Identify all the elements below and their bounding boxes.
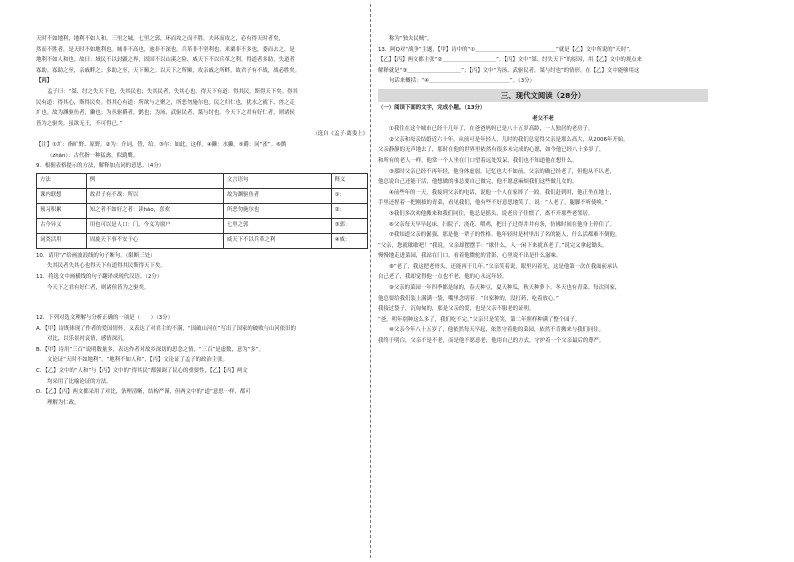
notes <box>36 140 368 161</box>
question-line: 解释就是“③＿＿＿＿＿＿＿＿＿＿”；【丙】文中“为汤、武驱民者，桀与纣也”的情形，在【乙】文中能够用这 <box>378 67 640 74</box>
essay-line: 慢慢地走进菜园，我站在门口，看着他微驼的背影，心里说不出是什么滋味。 <box>378 253 562 260</box>
passage-line: 寡助。寡助之至，亲戚畔之；多助之至，天下顺之。以天下之所顺，攻亲戚之所畔，故君子有不战，战必胜矣。 <box>36 67 301 74</box>
passage-line: 孟子曰：“桀、纣之失天下也，失其民也；失其民者，失其心也。得天下有道：得其民，斯得天下矣。得其 <box>47 88 298 95</box>
table-cell: 文言语句 <box>223 173 331 188</box>
table-header-row <box>37 173 368 188</box>
essay-line: 父亲静静的无声地去了，那时在他的世界里依然有很多未完成的心愿，如今他已经八十多岁了， <box>378 147 605 154</box>
option-line: 对比，以乐景衬哀情，感情深沉。 <box>47 336 128 343</box>
passage-yi <box>36 34 368 76</box>
option-line: 文论证“天时不如地利”，“地利不如人和”，【丙】文论证了孟子的政治主张。 <box>47 357 228 364</box>
essay-line: ⑩父亲今年八十五岁了，他依然每天早起，依然守着他的菜园，依然不肯搬来与我们同住。 <box>389 327 605 334</box>
table-row <box>37 218 368 233</box>
question-10-sentence: 失其民者失其心也得天下有道得其民斯得天下矣。 <box>47 263 166 270</box>
question-11-sentence: 今天下之君有好仁者，则诸侯皆为之驱矣。 <box>47 284 150 291</box>
note-line: 【注】①圹：指旷野、原野。②为：介词，替，给。③尔：如此，这样。④獭：水獭。⑤爵：同“雀”。⑥鹯 <box>36 141 287 148</box>
option-line: B．【甲】诗用“三百”说明数量多，表达作者对故乡深切的思念之情，“三百”是虚数，意为“多”。 <box>36 346 264 353</box>
essay-line: 我接过袋子，沉甸甸的，那是父亲的爱，也是父亲不服老的证明。 <box>378 306 535 313</box>
passage-bing <box>36 87 368 129</box>
option-line: C．【乙】文中的“人和”与【丙】文中的“得其民”都强调了民心的重要性，【乙】【丙】两文 <box>36 368 248 375</box>
right-column <box>378 34 708 347</box>
passage-line: 然而不胜者，是天时不如地利也。城非不高也，池非不深也，兵革非不坚利也，米粟非不多也，委而去之，是 <box>36 46 295 53</box>
method-table <box>36 173 368 249</box>
table-cell: 知之者不如好之者：读hào，喜欢 <box>86 203 223 218</box>
passage-line: 民有道：得其心，斯得民矣。得其心有道：所欲与之聚之，所恶勿施尔也。民之归仁也，犹水之就下、兽之走 <box>36 99 295 106</box>
essay-line: ②父亲和母亲结婚近六十年，从前可是年轻人，儿时的我们总觉得父亲是那么高大，从2006年开始， <box>389 136 629 143</box>
table-cell: ①： <box>331 188 367 203</box>
question-10: 10．请用“/”给画波浪线的句子断句。（限断三处） <box>36 252 156 259</box>
answer-space <box>36 293 368 313</box>
table-cell: 用也可以是人口：门，今义为窗户 <box>86 218 223 233</box>
essay-line: 他总说自己还能干活，他想做的事总要自己做完，他不愿意麻烦我们这些做儿女的。 <box>378 179 578 186</box>
essay-line: ①我住在这个城市已经十几年了，在爸爸妈妈已是八十五岁高龄，一人独居的老房子。 <box>389 126 594 133</box>
essay-line: 他总要给我们装上满满一袋，嘴里念叨着：“自家种的，没打药，吃着放心。” <box>378 295 559 302</box>
essay-line: ⑤我们多次劝他搬来和我们同住，他总是摇头，说老房子住惯了，离不开那些老邻居。 <box>389 210 594 217</box>
table-cell: 课内联想 <box>37 188 87 203</box>
question-12-options <box>36 324 368 409</box>
table-cell: ③郭： <box>331 218 367 233</box>
passage-line: 天时不如地利，地利不如人和。三里之城，七里之郭，环而攻之而不胜。夫环而攻之，必有得天时者矣， <box>36 36 284 42</box>
passage-source: （选自《孟子·离娄上》 <box>312 131 368 138</box>
table-cell: 预习积累 <box>37 203 87 218</box>
essay-line: 我终于明白，父亲不是不老，而是他不愿意老，他用自己的方式，守护着一个父亲最后的尊严。 <box>378 338 605 345</box>
note-line: （zhān）：古代指一种猛禽，似鹞鹰。 <box>47 152 139 159</box>
table-cell: ④威： <box>331 233 367 248</box>
essay-line: ⑨父亲的菜园一年四季都是绿的，春天种豆，夏天种瓜，秋天种萝卜，冬天也有青菜。每次回家， <box>389 285 621 292</box>
passage-line: 地利不如人和也。故曰：域民不以封疆之界，固国不以山溪之险，威天下不以兵革之利。得道者多助，失道者 <box>36 57 295 64</box>
essay-line: ③那时父亲已经不再年轻，他身体虚弱，记忆也大不如前，父亲的确已经老了，但他从不认老， <box>389 168 615 175</box>
question-9: 9．根据表格提示的方法，解释加点词的意思。（4分） <box>36 163 165 170</box>
essay-line: ④前些年的一天，我接到父亲的电话，说他一个人在家摔了一跤。我们赶到时，他正坐在地上， <box>389 189 615 196</box>
question-line: 句话来概括：“④＿＿＿＿＿＿＿＿＿＿＿＿＿＿＿”。（3分） <box>389 78 535 85</box>
question-11: 11．将选文中画横线的句子翻译成现代汉语。（2分） <box>36 273 163 280</box>
sub-title: （一）阅读下面的文字，完成小题。（13分） <box>378 104 486 111</box>
passage-bing-label: 【丙】 <box>36 78 53 85</box>
table-cell: ②： <box>331 203 367 218</box>
table-cell: 七里之郭 <box>223 218 331 233</box>
essay-title: 老父不老 <box>532 115 554 122</box>
question-line: 称为“独夫民贼”。 <box>389 36 433 42</box>
table-row <box>37 203 368 218</box>
table-row <box>37 233 368 248</box>
table-cell: 古今异义 <box>37 218 87 233</box>
essay-line: 和所有的老人一样，他常一个人坐在门口望着远处发呆，我们也不知道他在想什么。 <box>378 157 578 164</box>
essay-line: ⑦我知道父亲的倔强，那是他一辈子的性格。他年轻时是村里出了名的能人，什么活都难不倒他。 <box>389 232 621 239</box>
table-row <box>37 188 368 203</box>
table-cell: 威天下不以兵革之利 <box>223 233 331 248</box>
left-column <box>36 34 368 408</box>
passage-line: 圹也。故为渊驱鱼者，獭也；为丛驱爵者，鹯也；为汤、武驱民者，桀与纣也。今天下之君有好仁者，则诸侯 <box>36 110 295 117</box>
table-cell: 故君子有不战：所以 <box>86 188 223 203</box>
option-line: 理解为仁政。 <box>47 399 80 406</box>
question-13 <box>378 34 708 87</box>
question-line: 13．阿Q对“战争”主题，【甲】诗中的“①＿＿＿＿＿＿＿＿＿＿＿＿＿＿＿”就是【乙】文中所说的“天时”， <box>378 46 635 53</box>
essay-line: “父亲，您就歇歇吧！”我说。父亲却摆摆手：“歇什么，人一闲下来就真老了。”说完又拿起锄头， <box>378 242 608 249</box>
table-cell: 所恶勿施尔也 <box>223 203 331 218</box>
question-12: 12．下列对选文理解与分析正确的一项是（ ）（3分） <box>36 315 173 322</box>
table-cell: 方法 <box>37 173 87 188</box>
essay-line: ⑧“老了，我这把老骨头，还能再干几年。”父亲笑着说，眼里闪着光，这是他第一次在我面前承认 <box>389 263 618 270</box>
table-cell: 故为渊驱鱼者 <box>223 188 331 203</box>
table-cell: 例 <box>86 173 223 188</box>
option-line: D．【乙】【丙】两文都采用了对比，条理清晰，结构严谨，但两文中的“道”意思一样，都可 <box>36 389 251 396</box>
essay-line: “爸，明年别种这么多了，我们吃不完。”父亲只是笑笑，第二年照样种满了整个园子。 <box>378 316 581 323</box>
essay-line: ⑥父亲每天早早起床，扫院子、浇花、喂鸡，把日子过得井井有条，仿佛时间在他身上停住了。 <box>389 221 615 228</box>
table-cell: 释义 <box>331 173 367 188</box>
essay-line: 自己老了，我却觉得他一点也不老，他的心永远年轻。 <box>378 274 508 281</box>
table-cell: 周旋天下事不安于心 <box>86 233 223 248</box>
passage-line: 皆为之驱矣。虽欲无王，不可得已。” <box>36 120 123 127</box>
essay-line: 手里还捏着一把刚拔的青菜，看见我们，他有些不好意思地笑了，说：“人老了，腿脚不听使唤。” <box>378 200 608 207</box>
table-cell: 词类活用 <box>37 233 87 248</box>
option-line: A．【甲】诗既体现了作者的爱国情怀，又表达了对君主的不满，“国破山河在”写出了国家的破败与山河依旧的 <box>36 325 296 332</box>
section-title: 三、现代文阅读（28分） <box>378 89 708 102</box>
question-line: 【乙】【丙】两文都主张“②＿＿＿＿＿＿＿＿＿＿”。【丙】文中“桀、纣失天下”的原因，用【乙】文中的观点来 <box>378 57 642 64</box>
option-line: 均采用了比喻论证的方法。 <box>47 378 112 385</box>
essay-body <box>378 124 708 346</box>
column-divider <box>370 4 371 558</box>
